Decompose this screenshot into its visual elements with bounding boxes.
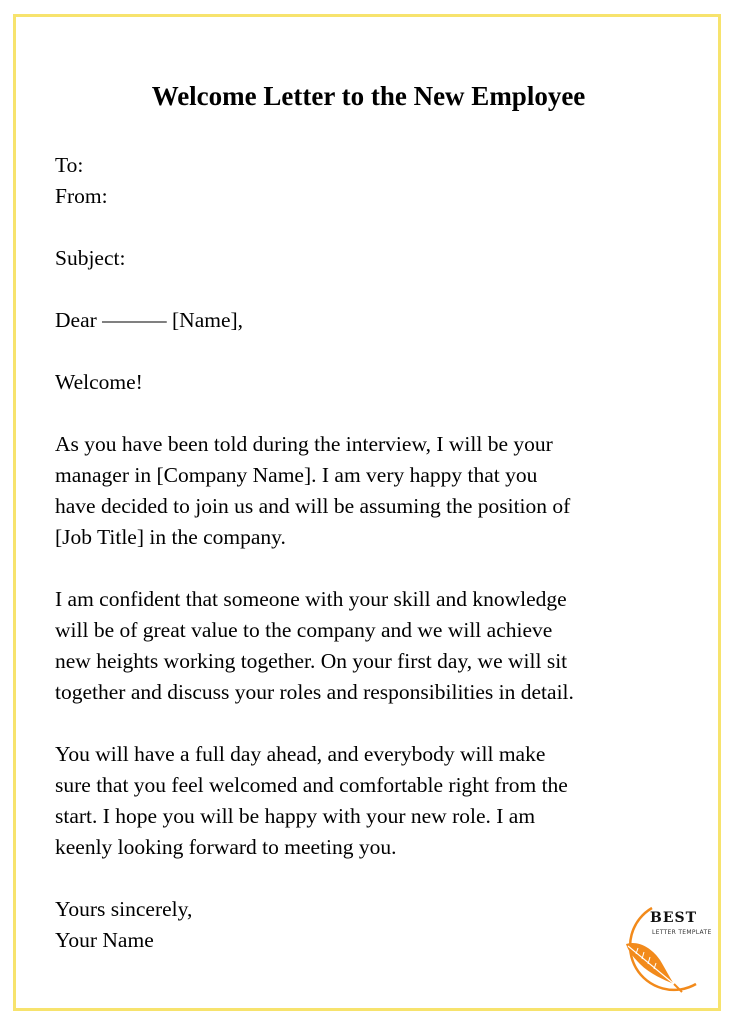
paragraph-line: start. I hope you will be happy with your new role. I am bbox=[55, 804, 536, 828]
paragraph-line: As you have been told during the interview, I will be your bbox=[55, 432, 553, 456]
paragraph-first-day bbox=[55, 739, 695, 863]
salutation: Dear ——— [Name], bbox=[55, 308, 244, 332]
to-line: To: bbox=[55, 153, 84, 177]
paragraph-line: have decided to join us and will be assuming the position of bbox=[55, 494, 571, 518]
welcome-line: Welcome! bbox=[55, 370, 143, 394]
paragraph-line: [Job Title] in the company. bbox=[55, 525, 286, 549]
paragraph-line: manager in [Company Name]. I am very happy that you bbox=[55, 463, 538, 487]
paragraph-line: keenly looking forward to meeting you. bbox=[55, 835, 397, 859]
letter-title: Welcome Letter to the New Employee bbox=[151, 81, 586, 111]
paragraph-line: new heights working together. On your first day, we will sit bbox=[55, 649, 568, 673]
subject-line: Subject: bbox=[55, 246, 126, 270]
paragraph-line: I am confident that someone with your skill and knowledge bbox=[55, 587, 567, 611]
from-line: From: bbox=[55, 184, 108, 208]
paragraph-confidence bbox=[55, 584, 695, 708]
paragraph-line: You will have a full day ahead, and everybody will make bbox=[55, 742, 546, 766]
best-letter-template-logo bbox=[608, 904, 718, 996]
logo-wordmark: BEST bbox=[650, 910, 698, 926]
signature: Your Name bbox=[55, 928, 154, 952]
paragraph-line: will be of great value to the company and we will achieve bbox=[55, 618, 553, 642]
paragraph-line: sure that you feel welcomed and comfortable right from the bbox=[55, 773, 568, 797]
paragraph-line: together and discuss your roles and responsibilities in detail. bbox=[55, 680, 574, 704]
paragraph-intro bbox=[55, 429, 695, 553]
logo-subtitle: LETTER TEMPLATE bbox=[652, 929, 712, 936]
closing: Yours sincerely, bbox=[55, 897, 193, 921]
